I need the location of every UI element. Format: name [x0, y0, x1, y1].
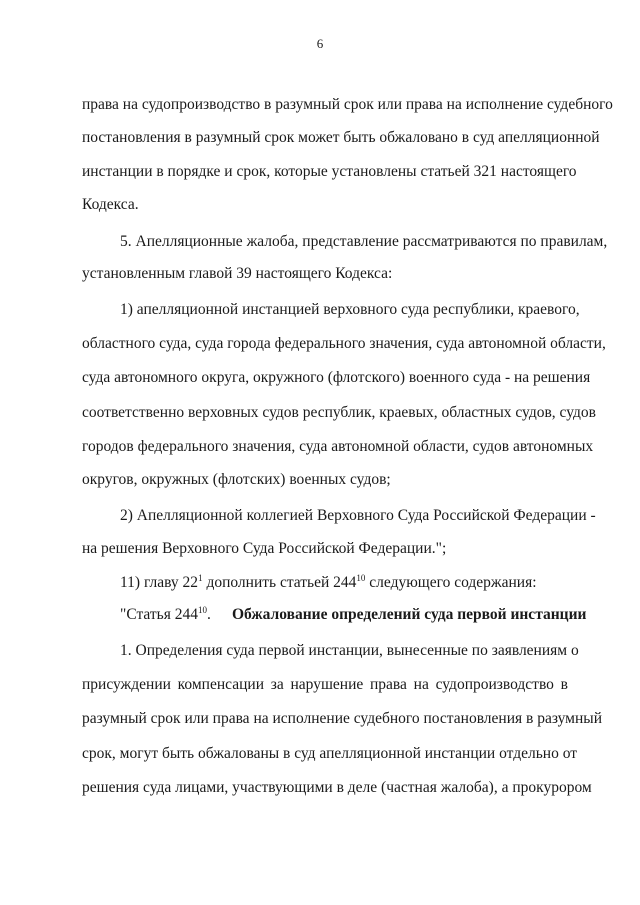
text-line: установленным главой 39 настоящего Кодекса:: [82, 265, 393, 282]
text-line: постановления в разумный срок может быть обжаловано в суд апелляционной: [82, 129, 600, 146]
text-line: инстанции в порядке и срок, которые установлены статьей 321 настоящего: [82, 163, 577, 180]
article-label: [120, 605, 211, 625]
article-label-dot: .: [207, 606, 211, 623]
text-line: срок, могут быть обжалованы в суд апелляционной инстанции отдельно от: [82, 745, 578, 762]
amendment-text-a: 11) главу 22: [120, 574, 199, 591]
text-line: решения суда лицами, участвующими в деле (частная жалоба), а прокурором: [82, 779, 592, 796]
text-line: присуждении компенсации за нарушение права на судопроизводство в: [82, 676, 568, 693]
text-line: соответственно верховных судов республик, краевых, областных судов, судов: [82, 404, 596, 421]
text-line: 2) Апелляционной коллегией Верховного Суда Российской Федерации -: [120, 507, 596, 524]
amendment-line: [120, 573, 537, 593]
article-label-text: "Статья 244: [120, 606, 198, 623]
text-line: округов, окружных (флотских) военных судов;: [82, 471, 391, 488]
text-line: права на судопроизводство в разумный срок или права на исполнение судебного: [82, 96, 613, 113]
text-line: Кодекса.: [82, 196, 139, 213]
text-line: областного суда, суда города федерального значения, суда автономной области,: [82, 335, 606, 352]
article-superscript: 10: [356, 573, 366, 583]
text-line: 1. Определения суда первой инстанции, вынесенные по заявлениям о: [120, 642, 579, 659]
chapter-superscript: 1: [198, 573, 203, 583]
text-line: на решения Верховного Суда Российской Федерации.";: [82, 540, 447, 557]
text-line: разумный срок или права на исполнение судебного постановления в разумный: [82, 710, 602, 727]
article-title: Обжалование определений суда первой инстанции: [232, 606, 587, 623]
amendment-text-c: следующего содержания:: [365, 574, 537, 591]
text-line: 1) апелляционной инстанцией верховного суда республики, краевого,: [120, 301, 580, 318]
text-line: городов федерального значения, суда автономной области, судов автономных: [82, 438, 594, 455]
amendment-text-b: дополнить статьей 244: [202, 574, 357, 591]
page-number: 6: [316, 36, 324, 51]
text-line: 5. Апелляционные жалоба, представление рассматриваются по правилам,: [120, 233, 608, 250]
article-label-superscript: 10: [198, 605, 207, 615]
text-line: суда автономного округа, окружного (флотского) военного суда - на решения: [82, 369, 591, 386]
